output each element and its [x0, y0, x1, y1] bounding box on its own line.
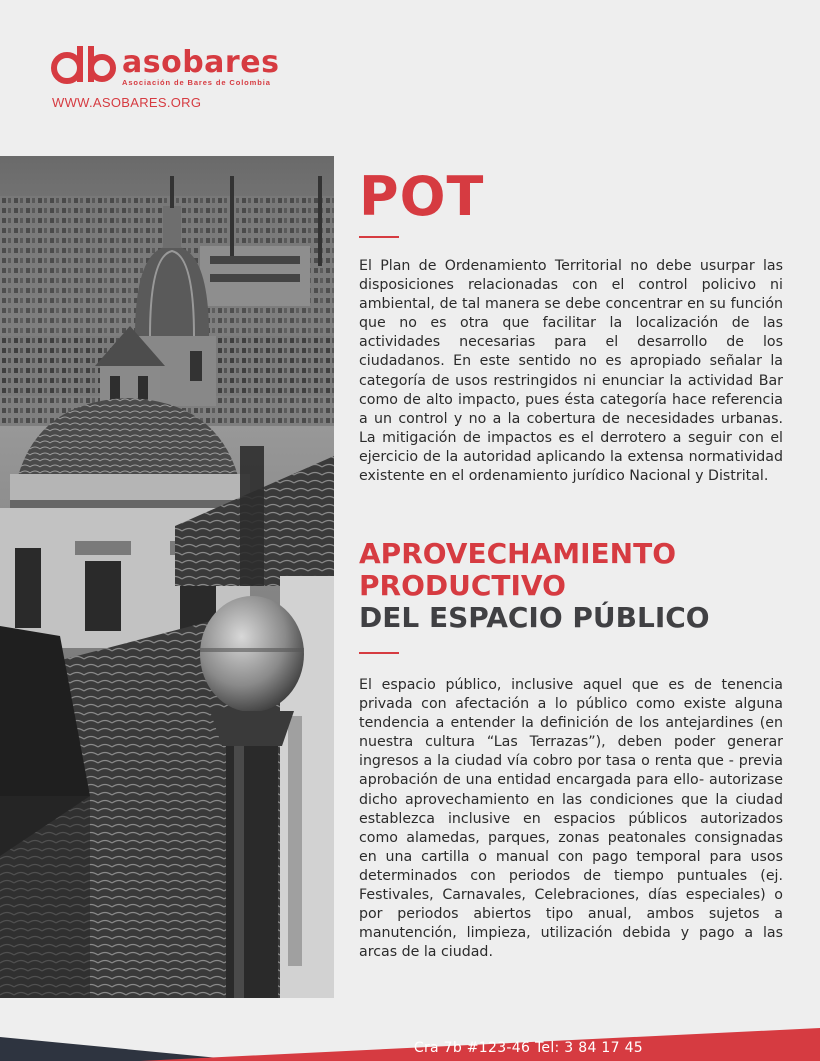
city-photo: [0, 156, 334, 998]
espacio-publico-title: [359, 538, 783, 634]
website-link[interactable]: WWW.ASOBARES.ORG: [52, 95, 202, 110]
title-line-3: DEL ESPACIO PÚBLICO: [359, 601, 710, 634]
ab-monogram-icon: [50, 44, 116, 88]
contact-info: Cra 7b #123-46 Tel: 3 84 17 45: [413, 1040, 643, 1056]
title-divider: [359, 236, 399, 238]
pot-title: POT: [359, 165, 485, 228]
pot-paragraph: El Plan de Ordenamiento Territorial no debe usurpar las disposiciones relacionadas con el control policivo ni ambiental, de tal manera se debe concentrar en su función que no es otra que facilitar la localización de las actividades necesarias para el desarrollo de los ciudadanos. En este sentido no es apropiado señalar la categoría de usos restringidos ni enunciar la actividad Bar como de alto impacto, pues ésta categoría hace referencia a un control y no a la cobertura de necesidades urbanas. La mitigación de impactos es el derrotero a seguir con el ejercicio de la autoridad aplicando la extensa normatividad existente en el ordenamiento jurídico Nacional y Distrital.: [359, 258, 783, 485]
brand-subtitle: Asociación de Bares de Colombia: [122, 78, 271, 87]
footer-bar: [0, 1023, 820, 1061]
espacio-publico-paragraph: El espacio público, inclusive aquel que es de tenencia privada con afectación a lo público como existe alguna tendencia a entender la definición de los antejardines (en nuestra cultura “Las Terrazas”), deben poder generar ingresos a la ciudad vía cobro por tasa o renta que - previa aprobación de una entidad encargada para ello- autorizase dicho aprovechamiento en las condiciones que la ciudad establezca inclusive en espacios públicos autorizados como alamedas, parques, zonas peatonales consignadas en una cartilla o manual con pago temporal para usos determinados con periodos de tiempo puntuales (ej. Festivales, Carnavales, Celebraciones, días especiales) o por periodos abiertos tipo anual, ambos sujetos a manutención, limpieza, utilización debida y pago a las arcas de la ciudad.: [359, 677, 783, 961]
title-line-2: PRODUCTIVO: [359, 569, 566, 602]
brand-name: asobares: [122, 45, 280, 80]
section-divider: [359, 652, 399, 654]
title-line-1: APROVECHAMIENTO: [359, 537, 676, 570]
